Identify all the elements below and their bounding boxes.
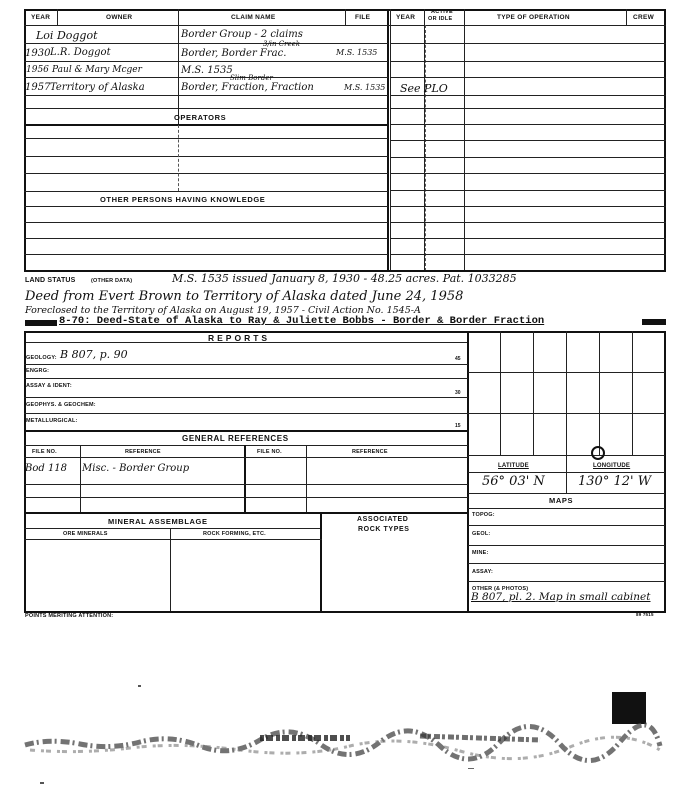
points-meriting-attention: POINTS MERITING ATTENTION: — [25, 613, 114, 619]
latitude-label: LATITUDE — [498, 463, 529, 469]
file-row-2: M.S. 1535 — [336, 48, 378, 57]
longitude-label: LONGITUDE — [593, 463, 631, 469]
header-crew: CREW — [633, 14, 655, 21]
ore-minerals-label: ORE MINERALS — [63, 531, 108, 537]
header-file: FILE — [355, 14, 371, 21]
reference-row-1-text: Misc. - Border Group — [82, 463, 190, 474]
maps-other: OTHER (& PHOTOS) — [472, 586, 529, 592]
associated-line-1: ASSOCIATED — [357, 516, 409, 523]
claim-row-4: Border, Fraction, Fraction — [181, 82, 314, 93]
land-status-line-1: M.S. 1535 issued January 8, 1930 - 48.25 acres. Pat. 1033285 — [172, 272, 517, 285]
owner-row-2: L.R. Doggot — [50, 47, 111, 58]
header-year: YEAR — [31, 14, 51, 21]
header-type-of-operation: TYPE OF OPERATION — [497, 14, 570, 21]
assay-label: ASSAY & IDENT: — [26, 383, 72, 389]
activity-note: See PLO — [400, 82, 448, 95]
owner-row-1: Loi Doggot — [36, 29, 98, 42]
header-or-idle: OR IDLE — [428, 16, 453, 22]
maps-mine: MINE: — [472, 550, 489, 556]
claim-row-3: M.S. 1535 — [181, 65, 233, 76]
maps-topog: TOPOG: — [472, 512, 495, 518]
claim-note-row-4: Slim Border — [230, 74, 273, 82]
rock-forming-label: ROCK FORMING, ETC. — [203, 531, 266, 537]
mineral-assemblage-title: MINERAL ASSEMBLAGE — [108, 517, 208, 526]
claim-note-row-2: 3/in Creek — [263, 40, 301, 48]
geology-label: GEOLOGY: — [26, 355, 57, 361]
year-row-3: 1956 — [26, 65, 49, 75]
general-references-title: GENERAL REFERENCES — [182, 434, 289, 443]
file-row-4: M.S. 1535 — [344, 83, 386, 92]
scale-mark-45: 45 — [455, 356, 461, 362]
header-active: ACTIVE — [431, 9, 453, 15]
maps-assay: ASSAY: — [472, 569, 494, 575]
land-status-line-2: Deed from Evert Brown to Territory of Alaska dated June 24, 1958 — [25, 289, 464, 304]
geophys-label: GEOPHYS. & GEOCHEM: — [26, 402, 96, 408]
header-claim-name: CLAIM NAME — [231, 14, 276, 21]
header-owner: OWNER — [106, 14, 133, 21]
land-status-line-4: 8-70: Deed-State of Alaska to Ray & Juliette Bobbs - Border & Border Fraction — [59, 315, 545, 327]
geology-value: B 807, p. 90 — [60, 348, 128, 361]
metallurgical-label: METALLURGICAL: — [26, 418, 78, 424]
land-status-label: LAND STATUS — [25, 277, 76, 284]
other-persons-title: OTHER PERSONS HAVING KNOWLEDGE — [100, 195, 266, 204]
owner-row-3: Paul & Mary Mcger — [52, 65, 142, 75]
scale-mark-30: 30 — [455, 390, 461, 396]
maps-other-value: B 807, pl. 2. Map in small cabinet — [471, 591, 651, 603]
land-status-line-3: Foreclosed to the Territory of Alaska on August 19, 1957 - Civil Action No. 1545-A — [25, 305, 421, 316]
col-reference: REFERENCE — [125, 449, 161, 455]
col-reference-2: REFERENCE — [352, 449, 388, 455]
operators-title: OPERATORS — [174, 113, 227, 122]
claim-row-1: Border Group - 2 claims — [181, 29, 303, 40]
header-year-2: YEAR — [396, 14, 416, 21]
scale-mark-15: 15 — [455, 423, 461, 429]
longitude-value: 130° 12' W — [578, 474, 652, 489]
col-file-no: FILE NO. — [32, 449, 57, 455]
col-file-no-2: FILE NO. — [257, 449, 282, 455]
reference-row-1-file: Bod 118 — [25, 463, 68, 474]
year-row-4: 1957 — [25, 82, 51, 93]
latitude-value: 56° 03' N — [482, 474, 545, 489]
form-number: 89 7515 — [636, 612, 654, 617]
reports-title: REPORTS — [208, 333, 271, 343]
claim-row-2: Border, Border Frac. — [181, 48, 287, 59]
engrg-label: ENGRG: — [26, 368, 50, 374]
owner-row-4: Territory of Alaska — [50, 82, 145, 93]
associated-line-2: ROCK TYPES — [358, 526, 410, 533]
year-row-2: 1930 — [25, 48, 51, 59]
maps-geol: GEOL: — [472, 531, 491, 537]
land-status-sublabel: (OTHER DATA) — [91, 278, 133, 284]
scan-smudge — [20, 720, 670, 770]
maps-title: MAPS — [549, 496, 574, 505]
